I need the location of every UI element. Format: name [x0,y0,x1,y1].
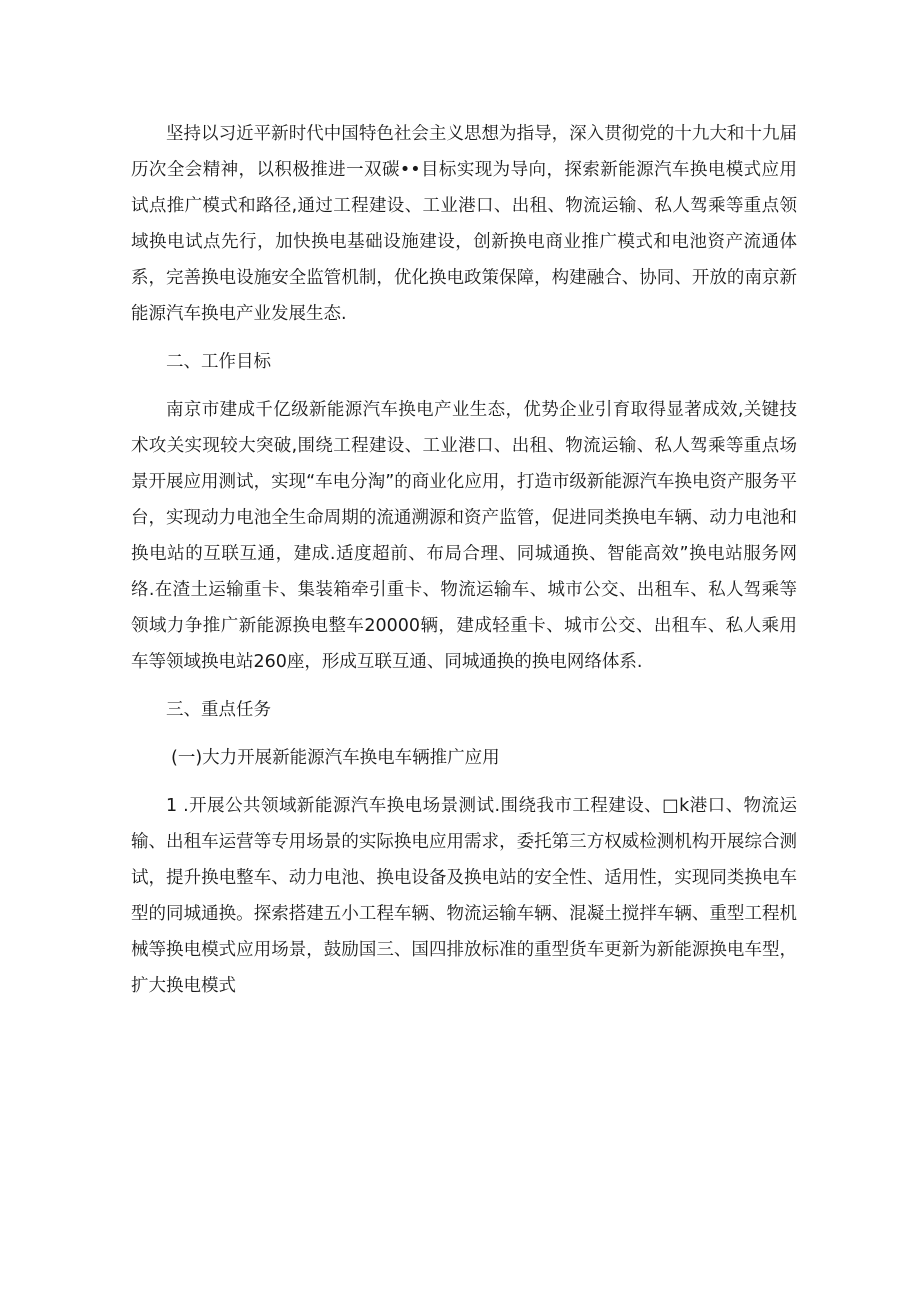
paragraph-guiding-principle: 坚持以习近平新时代中国特色社会主义思想为指导，深入贯彻党的十九大和十九届历次全会精神，以积极推进一双碳••目标实现为导向，探索新能源汽车换电模式应用试点推广模式和路径,通过工程建设、工业港口、出租、物流运输、私人驾乘等重点领域换电试点先行，加快换电基础设施建设，创新换电商业推广模式和电池资产流通体系，完善换电设施安全监管机制，优化换电政策保障，构建融合、协同、开放的南京新能源汽车换电产业发展生态. [131,124,797,324]
paragraph-work-goals: 南京市建成千亿级新能源汽车换电产业生态，优势企业引育取得显著成效,关键技术攻关实现较大突破,围绕工程建设、工业港口、出租、物流运输、私人驾乘等重点场景开展应用测试，实现“车电分淘”的商业化应用，打造市级新能源汽车换电资产服务平台，实现动力电池全生命周期的流通溯源和资产监管，促进同类换电车辆、动力电池和换电站的互联互通，建成.适度超前、布局合理、同城通换、智能高效”换电站服务网络.在渣土运输重卡、集装箱牵引重卡、物流运输车、城市公交、出租车、私人驾乘等领域力争推广新能源换电整车20000辆，建成轻重卡、城市公交、出租车、私人乘用车等领域换电站260座，形成互联互通、同城通换的换电网络体系. [131,400,797,672]
subsection-heading-vehicle-promotion: (一)大力开展新能源汽车换电车辆推广应用 [171,748,500,768]
section-heading-key-tasks: 三、重点任务 [166,700,271,720]
document-body [131,116,797,1016]
paragraph-scenario-testing: 1 .开展公共领域新能源汽车换电场景测试.围绕我市工程建设、□k港口、物流运输、出租车运营等专用场景的实际换电应用需求，委托第三方权威检测机构开展综合测试，提升换电整车、动力电池、换电设备及换电站的安全性、适用性，实现同类换电车型的同城通换。探索搭建五小工程车辆、物流运输车辆、混凝土搅拌车辆、重型工程机械等换电模式应用场景，鼓励国三、国四排放标准的重型货车更新为新能源换电车型，扩大换电模式 [131,796,797,996]
section-heading-work-goals: 二、工作目标 [166,352,271,372]
